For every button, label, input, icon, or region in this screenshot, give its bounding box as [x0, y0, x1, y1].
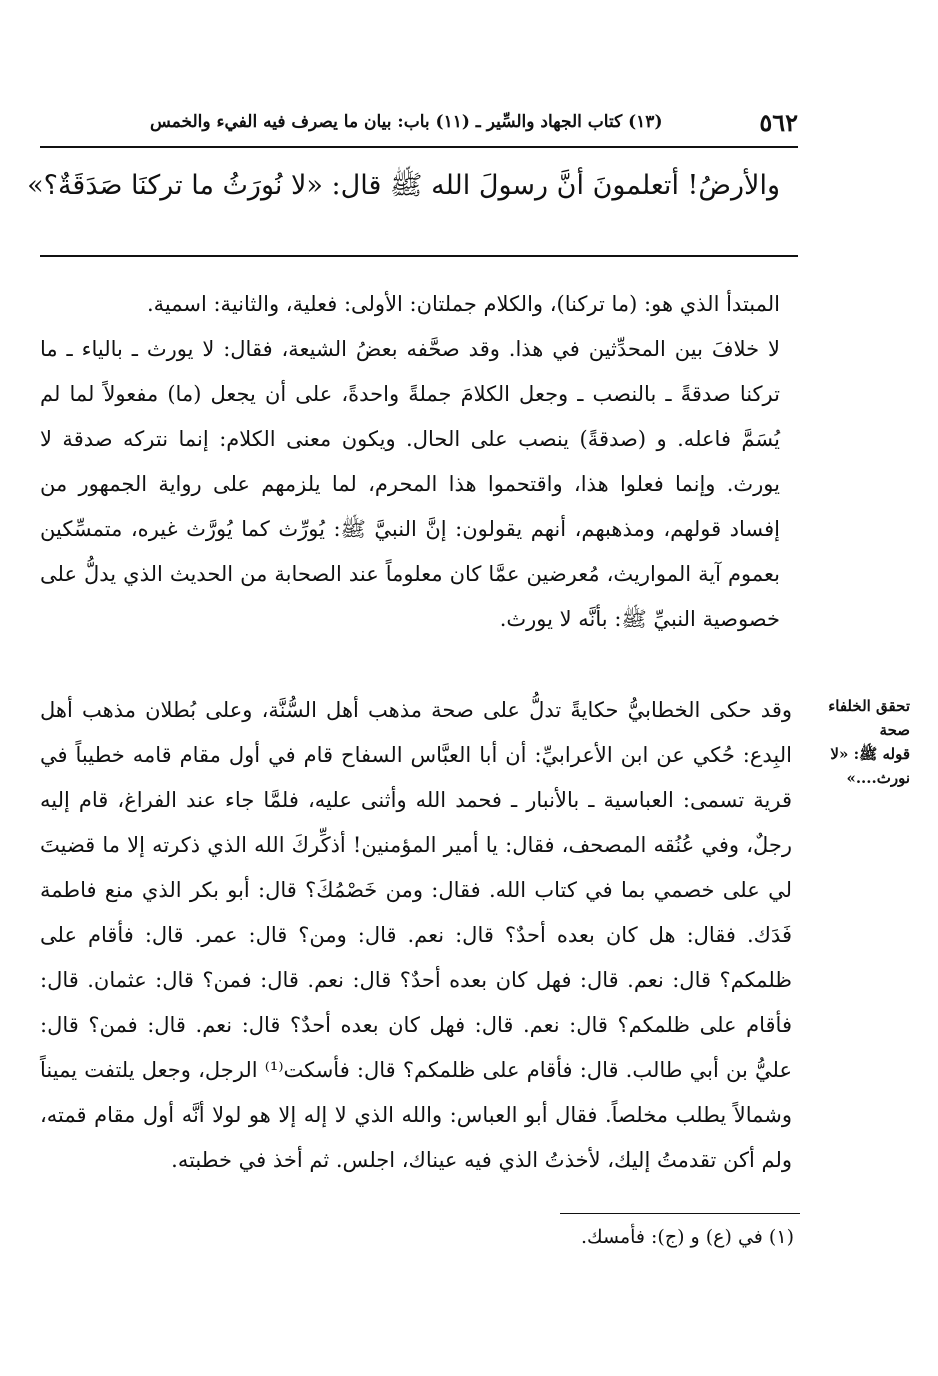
- margin-note-line: نورث....»: [846, 769, 910, 787]
- narrative-block: [40, 688, 792, 1183]
- commentary-block: [40, 282, 780, 642]
- page-header: [40, 108, 798, 148]
- narrative-paragraph: وقد حكى الخطابيُّ حكايةً تدلُّ على صحة مذهب أهل السُّنَّة، وعلى بُطلان مذهب أهل البِدع: حُكي عن ابن الأعرابيِّ: أن أبا العبَّاس السفاح قام في أول مقام قامه خطيباً في قرية تسمى: العباسية ـ بالأنبار ـ فحمد الله وأثنى عليه، فلمَّا جاء عند الفراغ، قام إليه رجلٌ، وفي عُنُقه المصحف، فقال: يا أمير المؤمنين! أذكِّركَ الله الذي ذكرته إلا ما قضيتَ لي على خصمي بما في كتاب الله. فقال: ومن خَصْمُكَ؟ قال: أبو بكر الذي منع فاطمة فَدَك. فقال: هل كان بعده أحدٌ؟ قال: نعم. قال: ومن؟ قال: عمر. قال: فأقام على ظلمكم؟ قال: نعم. قال: فهل كان بعده أحدٌ؟ قال: نعم. قال: فمن؟ قال: عثمان. قال: فأقام على ظلمكم؟ قال: نعم. قال: فهل كان بعده أحدٌ؟ قال: نعم. قال: فمن؟ قال: عليُّ بن أبي طالب. قال: فأقام على ظلمكم؟ قال: فأسكت⁽¹⁾ الرجل، وجعل يلتفت يميناً وشمالاً يطلب مخلصاً. فقال أبو العباس: والله الذي لا إله إلا هو لولا أنَّه أول مقام قمته، ولم أكن تقدمتُ إليك، لأخذتُ الذي فيه عيناك، اجلس. ثم أخذ في خطبته.: [40, 698, 792, 1172]
- footnote-divider: [560, 1213, 800, 1214]
- margin-note: [798, 694, 910, 790]
- margin-note-line: صحة: [879, 721, 910, 739]
- commentary-paragraph: لا خلافَ بين المحدِّثين في هذا. وقد صحَّفه بعضُ الشيعة، فقال: لا يورث ـ بالياء ـ ما تركنا صدقةً ـ بالنصب ـ وجعل الكلامَ جملةً واحدةً، على أن يجعل (ما) مفعولاً لما لم يُسَمَّ فاعله. و (صدقةً) ينصب على الحال. ويكون معنى الكلام: إنما نتركه صدقة لا يورث. وإنما فعلوا هذا، واقتحموا هذا المحرم، لما يلزمهم على رواية الجمهور من إفساد قولهم، ومذهبهم، أنهم يقولون: إنَّ النبيَّ ﷺ: يُورِّث كما يُورَّث غيره، متمسِّكين بعموم آية المواريث، مُعرضين عمَّا كان معلوماً عند الصحابة من الحديث الذي يدلُّ على خصوصية النبيِّ ﷺ: بأنَّه لا يورث.: [40, 337, 780, 631]
- footnote: (١) في (ع) و (ج): فأمسك.: [580, 1226, 794, 1248]
- running-title: (١٣) كتاب الجهاد والسِّير ـ (١١) باب: بيان ما يصرف فيه الفيء والخمس: [150, 112, 663, 132]
- section-divider: [40, 255, 798, 257]
- commentary-paragraph: المبتدأ الذي هو: (ما تركنا)، والكلام جملتان: الأولى: فعلية، والثانية: اسمية.: [146, 292, 780, 316]
- margin-note-line: قوله ﷺ: «لا: [830, 745, 910, 763]
- page-number: ٥٦٢: [759, 108, 798, 137]
- margin-note-line: تحقق الخلفاء: [828, 697, 910, 715]
- hadith-text: والأرضُ! أتعلمونَ أنَّ رسولَ الله ﷺ قال: «لا نُورَثُ ما تركنَا صَدَقَةٌ؟»: [27, 170, 780, 201]
